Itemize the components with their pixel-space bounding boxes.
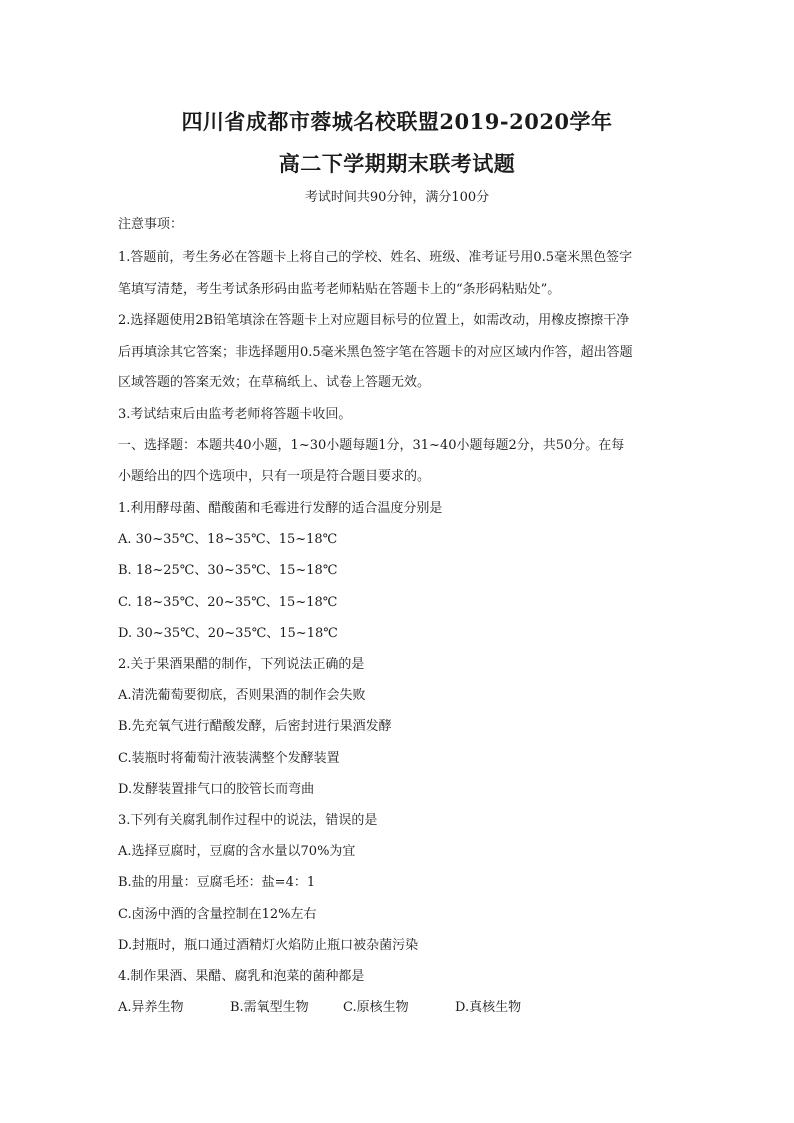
notice-line: 3.考试结束后由监考老师将答题卡收回。 bbox=[118, 407, 352, 422]
question-3-option-d: D.封瓶时，瓶口通过酒精灯火焰防止瓶口被杂菌污染 bbox=[118, 938, 419, 953]
notice-line: 区域答题的答案无效；在草稿纸上、试卷上答题无效。 bbox=[118, 375, 431, 390]
section-intro-line: 一、选择题：本题共40小题，1~30小题每题1分，31~40小题每题2分，共50分。在每 bbox=[118, 438, 625, 453]
question-stem-2: 2.关于果酒果醋的制作，下列说法正确的是 bbox=[118, 657, 365, 672]
question-3-option-c: C.卤汤中酒的含量控制在12%左右 bbox=[118, 907, 317, 922]
question-stem-1: 1.利用酵母菌、醋酸菌和毛霉进行发酵的适合温度分别是 bbox=[118, 501, 443, 516]
question-4-option-a: A.异养生物 bbox=[118, 1000, 184, 1015]
notice-line: 1.答题前，考生务必在答题卡上将自己的学校、姓名、班级、准考证号用0.5毫米黑色签字 bbox=[118, 250, 633, 265]
question-3-option-b: B.盐的用量：豆腐毛坯：盐=4：1 bbox=[118, 875, 316, 890]
question-4-options bbox=[118, 999, 678, 1017]
question-2-option-b: B.先充氧气进行醋酸发酵，后密封进行果酒发酵 bbox=[118, 719, 392, 734]
question-1-option-b: B. 18~25℃、30~35℃、15~18℃ bbox=[118, 563, 338, 578]
notice-line: 后再填涂其它答案；非选择题用0.5毫米黑色签字笔在答题卡的对应区域内作答，超出答题 bbox=[118, 345, 633, 360]
question-2-option-d: D.发酵装置排气口的胶管长而弯曲 bbox=[118, 782, 315, 797]
question-1-option-a: A. 30~35℃、18~35℃、15~18℃ bbox=[118, 532, 338, 547]
question-stem-4: 4.制作果酒、果醋、腐乳和泡菜的菌种都是 bbox=[118, 969, 365, 984]
notice-heading: 注意事项： bbox=[118, 217, 184, 232]
question-2-option-c: C.装瓶时将葡萄汁液装满整个发酵装置 bbox=[118, 751, 340, 766]
question-1-option-d: D. 30~35℃、20~35℃、15~18℃ bbox=[118, 626, 338, 641]
section-intro-line: 小题给出的四个选项中，只有一项是符合题目要求的。 bbox=[118, 469, 431, 484]
question-3-option-a: A.选择豆腐时，豆腐的含水量以70%为宜 bbox=[118, 844, 356, 859]
exam-title-line2: 高二下学期期末联考试题 bbox=[278, 151, 516, 176]
question-4-option-d: D.真核生物 bbox=[455, 1000, 522, 1015]
question-1-option-c: C. 18~35℃、20~35℃、15~18℃ bbox=[118, 595, 338, 610]
notice-line: 2.选择题使用2B铅笔填涂在答题卡上对应题目标号的位置上，如需改动，用橡皮擦擦干净 bbox=[118, 313, 630, 328]
question-4-option-c: C.原核生物 bbox=[343, 1000, 409, 1015]
question-4-option-b: B.需氧型生物 bbox=[230, 1000, 309, 1015]
exam-time-info: 考试时间共90分钟，满分100分 bbox=[304, 190, 490, 205]
notice-line: 笔填写清楚，考生考试条形码由监考老师粘贴在答题卡上的“条形码粘贴处”。 bbox=[118, 282, 561, 297]
exam-title-line1: 四川省成都市蓉城名校联盟2019-2020学年 bbox=[181, 109, 613, 134]
question-2-option-a: A.清洗葡萄要彻底，否则果酒的制作会失败 bbox=[118, 688, 366, 703]
question-stem-3: 3.下列有关腐乳制作过程中的说法，错误的是 bbox=[118, 813, 378, 828]
